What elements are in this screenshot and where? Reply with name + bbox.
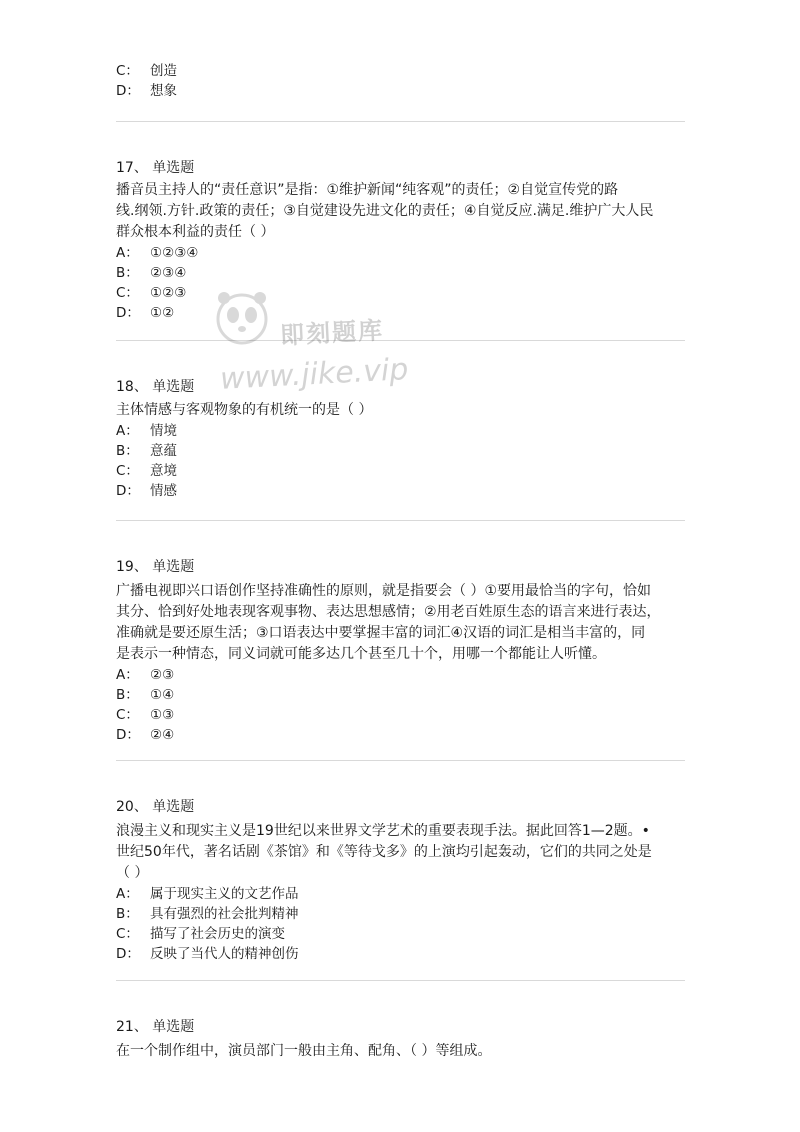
option-b[interactable]: B： ①④ (116, 687, 175, 703)
option-d[interactable]: D： 想象 (116, 83, 177, 99)
question-19 (116, 557, 686, 745)
divider (116, 340, 685, 341)
divider (116, 520, 685, 521)
option-b[interactable]: B： ②③④ (116, 265, 187, 281)
question-header: 20、 单选题 (116, 799, 195, 815)
option-a[interactable]: A： ①②③④ (116, 245, 199, 261)
watermark-brand: 即刻题库 (279, 316, 385, 350)
question-20 (116, 797, 686, 964)
question-stem: 在一个制作组中，演员部门一般由主角、配角、（ ）等组成。 (116, 1043, 492, 1059)
question-header: 17、 单选题 (116, 160, 195, 176)
option-b[interactable]: B： 具有强烈的社会批判精神 (116, 906, 299, 922)
question-stem: 主体情感与客观物象的有机统一的是（ ） (116, 402, 373, 418)
divider (116, 760, 685, 761)
option-a[interactable]: A： ②③ (116, 667, 175, 683)
divider (116, 980, 685, 981)
option-c[interactable]: C： ①③ (116, 707, 175, 723)
option-c[interactable]: C： 创造 (116, 63, 177, 79)
option-c[interactable]: C： 意境 (116, 463, 177, 479)
question-21 (116, 1017, 686, 1062)
option-c[interactable]: C： 描写了社会历史的演变 (116, 926, 285, 942)
option-d[interactable]: D： ②④ (116, 727, 175, 743)
option-d[interactable]: D： 情感 (116, 483, 177, 499)
divider (116, 121, 685, 122)
option-d[interactable]: D： ①② (116, 305, 175, 321)
question-header: 19、 单选题 (116, 559, 195, 575)
question-header: 18、 单选题 (116, 379, 195, 395)
option-c[interactable]: C： ①②③ (116, 285, 187, 301)
question-stem: 浪漫主义和现实主义是19世纪以来世界文学艺术的重要表现手法。据此回答1—2题。• 世纪50年代，著名话剧《茶馆》和《等待戈多》的上演均引起轰动，它们的共同之处是 （ ） (116, 823, 652, 881)
question-18 (116, 377, 686, 501)
option-d[interactable]: D： 反映了当代人的精神创伤 (116, 946, 299, 962)
question-17 (116, 158, 686, 323)
option-a[interactable]: A： 情境 (116, 423, 177, 439)
previous-question-options (116, 61, 686, 101)
question-stem: 播音员主持人的“责任意识”是指：①维护新闻“纯客观”的责任；②自觉宣传党的路 线.纲领.方针.政策的责任；③自觉建设先进文化的责任；④自觉反应.满足.维护广大人民 群众根本利益的责任（ ） (116, 182, 654, 240)
question-header: 21、 单选题 (116, 1019, 195, 1035)
option-a[interactable]: A： 属于现实主义的文艺作品 (116, 886, 299, 902)
watermark-url: www.jike.vip (219, 352, 410, 397)
question-stem: 广播电视即兴口语创作坚持准确性的原则，就是指要会（ ）①要用最恰当的字句，恰如 其分、恰到好处地表现客观事物、表达思想感情；②用老百姓原生态的语言来进行表达， 准确就是要还原生活；③口语表达中要掌握丰富的词汇④汉语的词汇是相当丰富的，同 是表示一种情态，同义词就可能多达几个甚至几十个，用哪一个都能让人听懂。 (116, 583, 661, 662)
option-b[interactable]: B： 意蕴 (116, 443, 177, 459)
